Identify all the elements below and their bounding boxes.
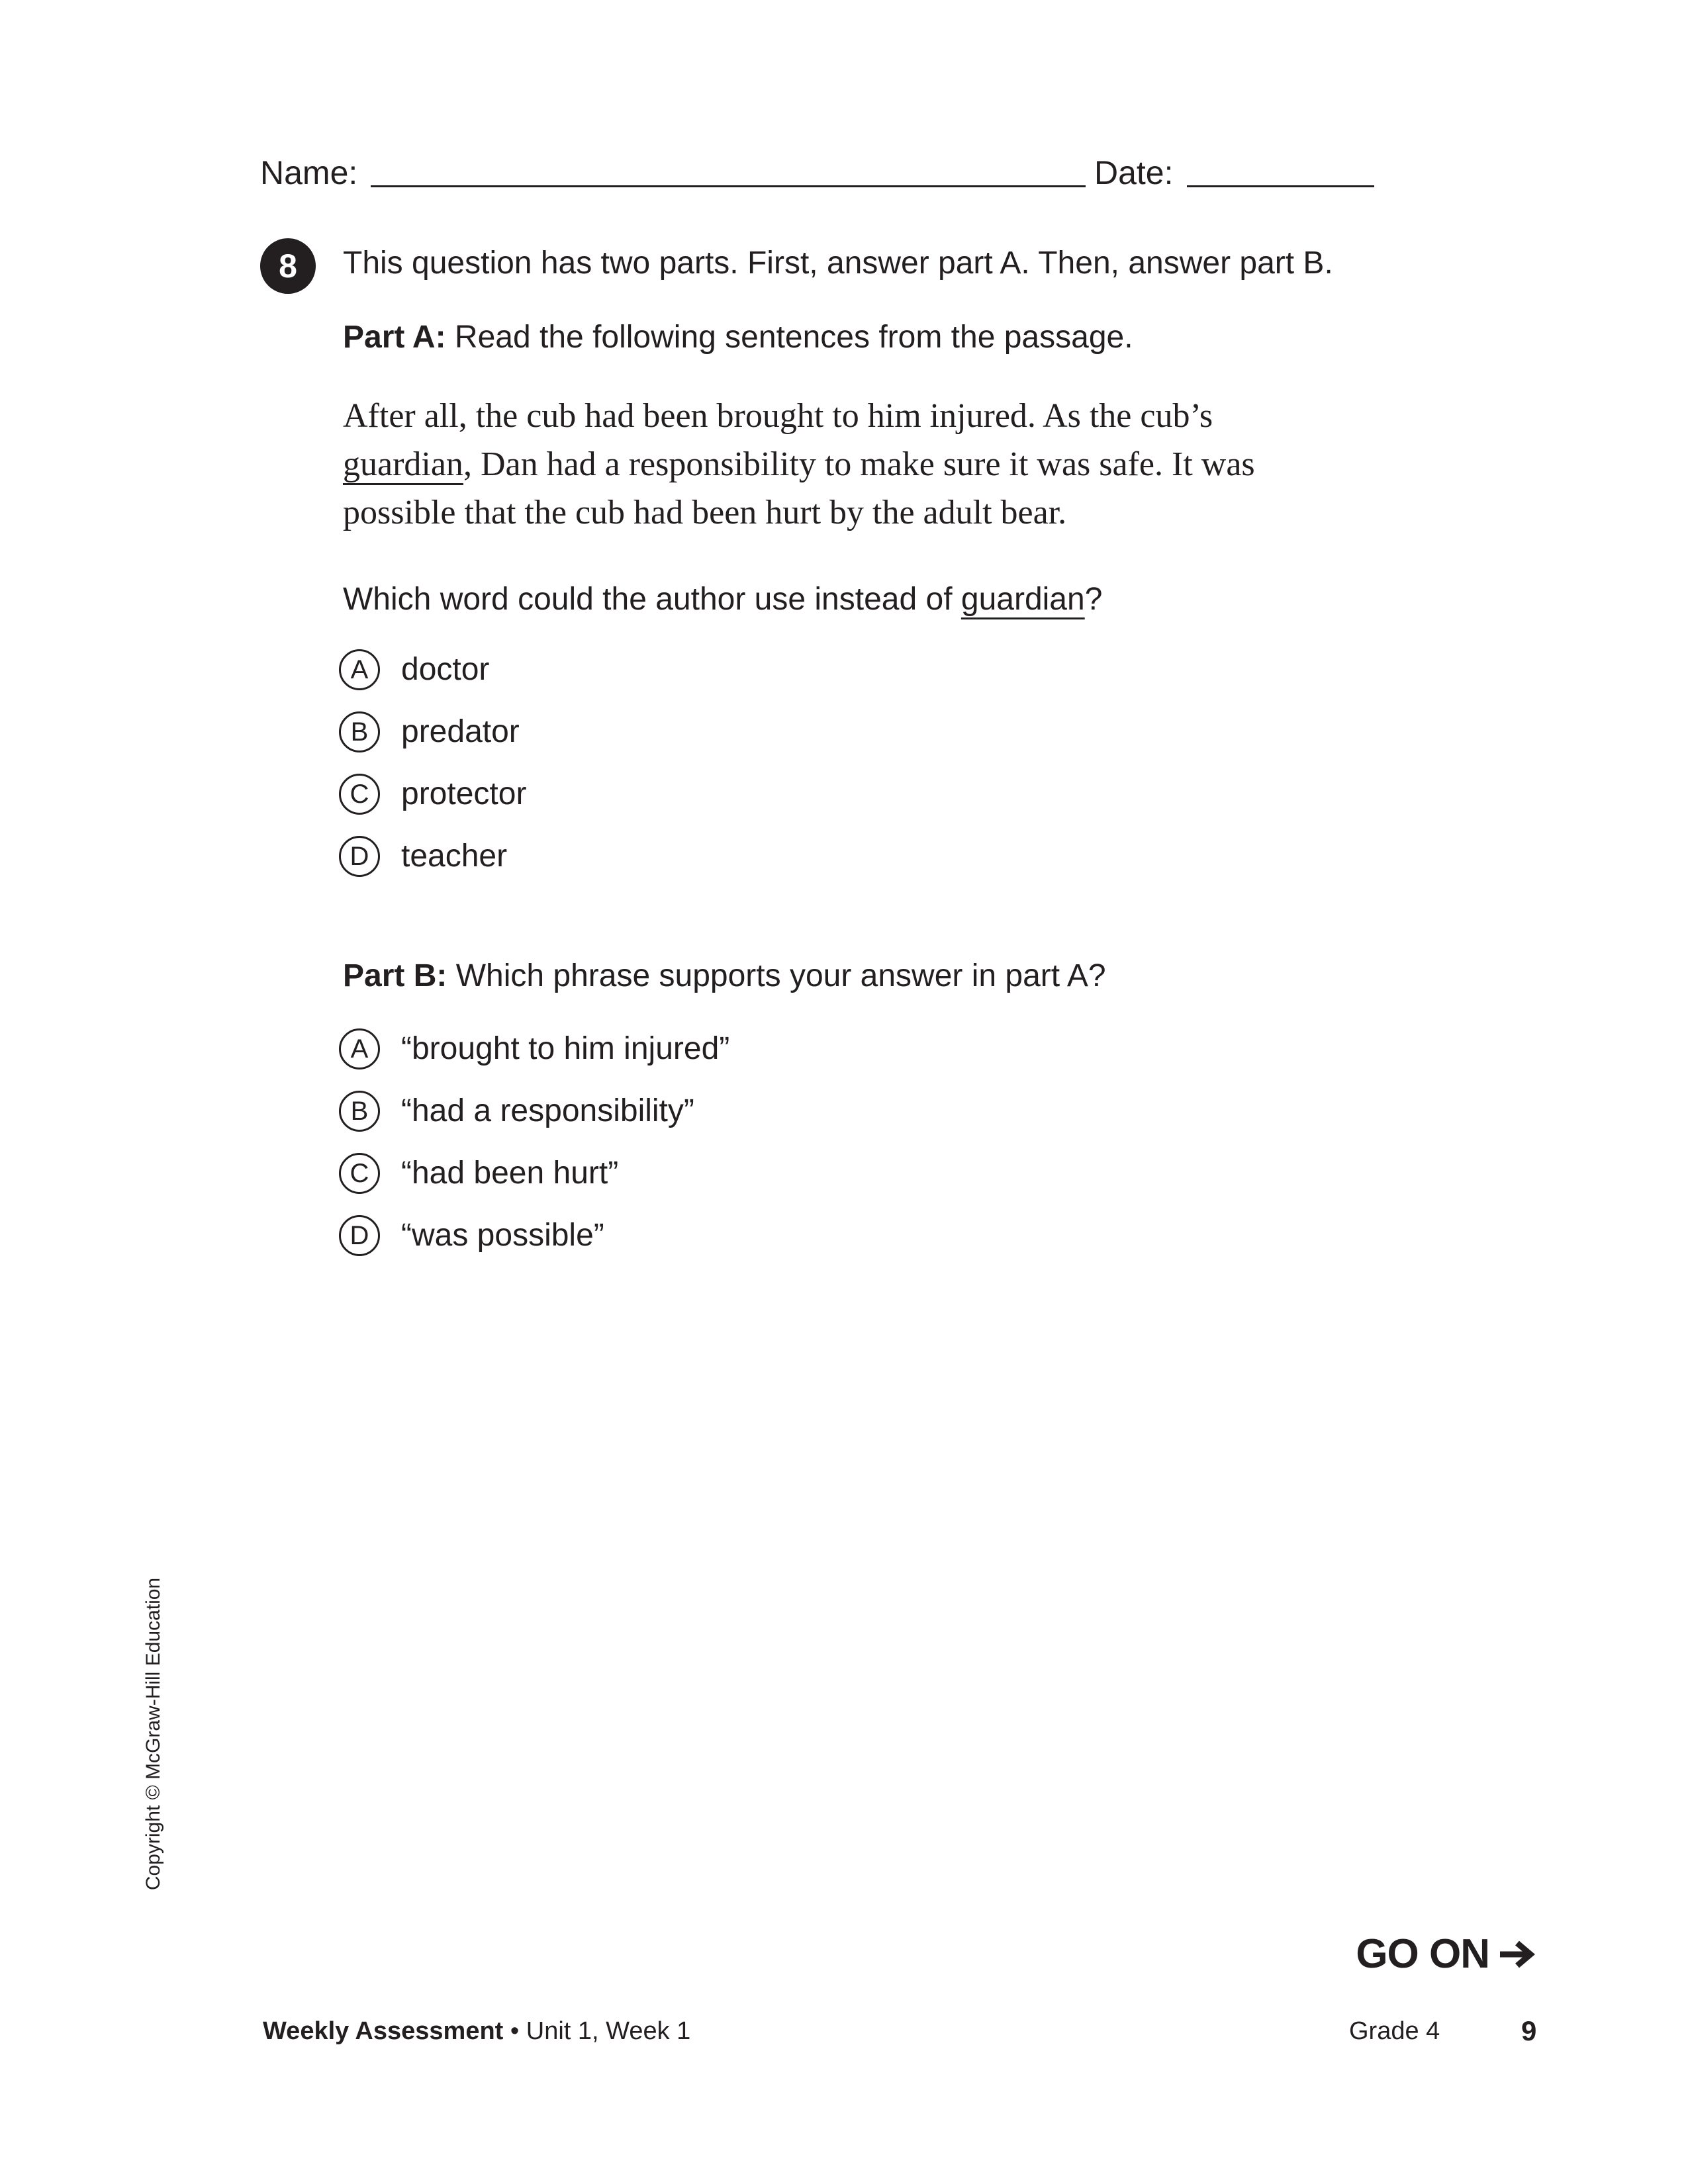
passage-line-2 [343, 440, 1402, 488]
page-number: 9 [1521, 2015, 1537, 2046]
passage-line-1: After all, the cub had been brought to him injured. As the cub’s [343, 397, 1213, 435]
passage-line-2-rest: , Dan had a responsibility to make sure it was safe. It was [463, 445, 1255, 483]
choice-text: “had been hurt” [401, 1156, 619, 1191]
passage-line-3: possible that the cub had been hurt by the adult bear. [343, 494, 1067, 531]
question-number-badge: 8 [260, 238, 316, 294]
choice-text: “had a responsibility” [401, 1093, 694, 1128]
choice-bubble-a[interactable]: A [339, 1028, 380, 1069]
arrow-right-icon [1497, 1939, 1536, 1970]
part-a-choice-d[interactable] [339, 833, 507, 880]
footer-grade: Grade 4 [1349, 2017, 1440, 2045]
choice-bubble-a[interactable]: A [339, 649, 380, 690]
date-field[interactable] [1187, 185, 1374, 187]
part-b-choice-c[interactable] [339, 1150, 618, 1197]
passage-excerpt [343, 392, 1402, 537]
choice-text: doctor [401, 652, 490, 687]
part-b-prompt: Which phrase supports your answer in part A? [455, 958, 1106, 993]
choice-text: “brought to him injured” [401, 1031, 730, 1066]
footer-unit: Unit 1, Week 1 [526, 2017, 691, 2045]
question-instructions: This question has two parts. First, answer part A. Then, answer part B. [343, 246, 1333, 281]
go-on-indicator [1356, 1931, 1536, 1977]
choice-bubble-c[interactable]: C [339, 774, 380, 815]
passage-underlined-word: guardian [343, 445, 463, 483]
choice-bubble-c[interactable]: C [339, 1153, 380, 1194]
part-b-choice-d[interactable] [339, 1212, 604, 1259]
choice-text: predator [401, 714, 520, 749]
name-label: Name: [260, 154, 358, 191]
choice-text: teacher [401, 839, 508, 874]
part-a-question-text: Which word could the author use instead of [343, 582, 961, 617]
part-a-question [343, 584, 1102, 615]
part-a-choice-a[interactable] [339, 647, 489, 693]
choice-bubble-d[interactable]: D [339, 1215, 380, 1256]
part-a-question-end: ? [1084, 582, 1103, 617]
part-b-heading [343, 960, 1106, 992]
part-a-label: Part A: [343, 320, 446, 355]
footer-separator: • [510, 2017, 520, 2045]
part-a-choice-b[interactable] [339, 709, 520, 755]
part-b-choice-b[interactable] [339, 1088, 694, 1134]
copyright-notice: Copyright © McGraw-Hill Education [142, 1577, 164, 1891]
choice-text: “was possible” [401, 1218, 604, 1253]
footer-assessment: Weekly Assessment [263, 2017, 504, 2045]
choice-bubble-d[interactable]: D [339, 836, 380, 877]
date-label: Date: [1094, 154, 1174, 191]
choice-text: protector [401, 776, 527, 811]
part-b-choice-a[interactable] [339, 1026, 729, 1072]
part-b-label: Part B: [343, 958, 447, 993]
part-a-heading [343, 322, 1133, 353]
choice-bubble-b[interactable]: B [339, 1091, 380, 1132]
part-a-question-word: guardian [961, 582, 1085, 617]
choice-bubble-b[interactable]: B [339, 711, 380, 752]
name-field[interactable] [371, 185, 1086, 187]
go-on-label: GO ON [1356, 1931, 1489, 1977]
footer-left [263, 2019, 690, 2044]
part-a-prompt: Read the following sentences from the passage. [454, 320, 1133, 355]
part-a-choice-c[interactable] [339, 771, 526, 817]
